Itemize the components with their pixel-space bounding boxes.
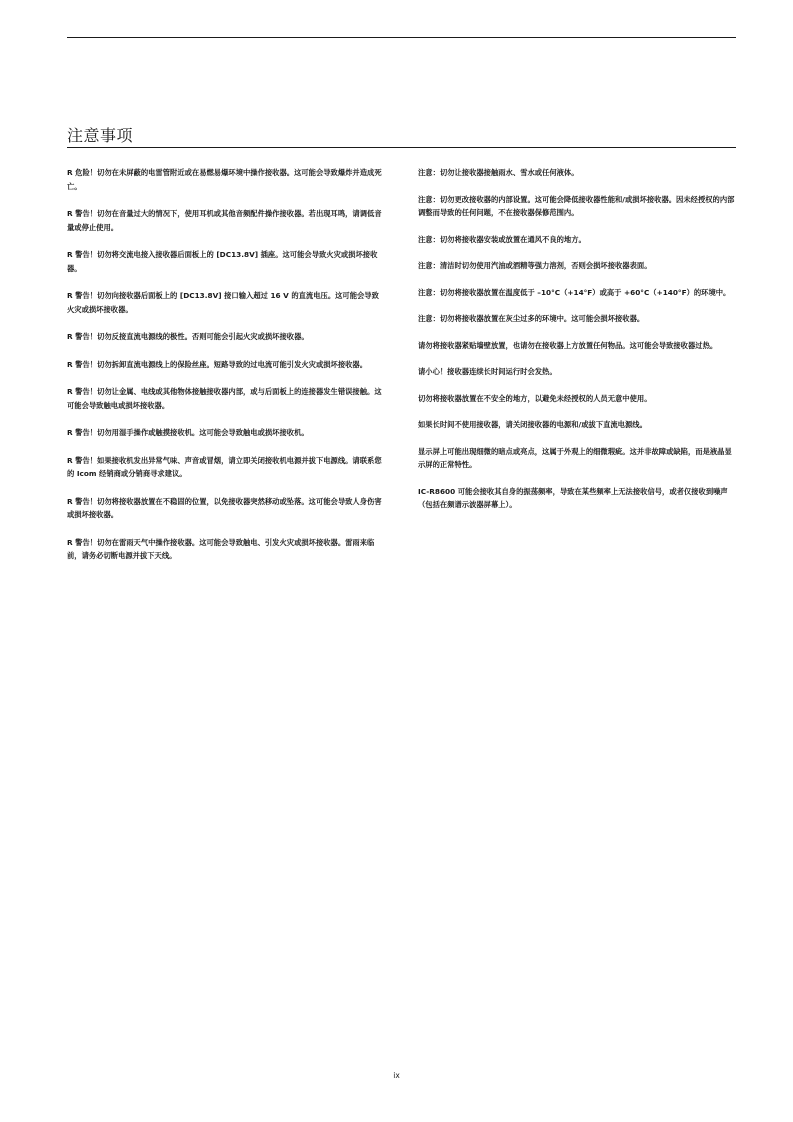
precaution-danger-explosive: R 危险！切勿在未屏蔽的电雷管附近或在易燃易爆环境中操作接收器。这可能会导致爆炸并造成死亡。 [67, 168, 382, 191]
precaution-caution-ventilation: 注意：切勿将接收器安装或放置在通风不良的地方。 [418, 234, 586, 244]
precaution-warning-polarity: R 警告！切勿反接直流电源线的极性。否则可能会引起火灾或损坏接收器。 [67, 332, 309, 341]
precaution-warning-dc-voltage: R 警告！切勿向接收器后面板上的 [DC13.8V] 接口输入超过 16 V 的直流电压。这可能会导致火灾或损坏接收器。 [67, 291, 379, 314]
precaution-warning-fuse-holder: R 警告！切勿拆卸直流电源线上的保险丝座。短路导致的过电流可能引发火灾或损坏接收器。 [67, 359, 368, 369]
header-rule [67, 37, 736, 38]
precaution-overheat: 请勿将接收器紧贴墙壁放置，也请勿在接收器上方放置任何物品。这可能会导致接收器过热。 [418, 340, 718, 350]
precaution-unauthorized-use: 切勿将接收器放置在不安全的地方，以避免未经授权的人员无意中使用。 [418, 393, 652, 403]
precaution-warning-smoke: R 警告！如果接收机发出异常气味、声音或冒烟，请立即关闭接收机电源并拔下电源线。请联系您的 Icom 经销商或分销商寻求建议。 [67, 455, 382, 478]
section-title-rule [67, 147, 736, 148]
precaution-caution-liquids: 注意：切勿让接收器接触雨水、雪水或任何液体。 [418, 168, 579, 177]
precaution-warning-unstable: R 警告！切勿将接收器放置在不稳固的位置，以免接收器突然移动或坠落。这可能会导致人身伤害或损坏接收器。 [67, 496, 382, 519]
precaution-warning-ac-power: R 警告！切勿将交流电接入接收器后面板上的 [DC13.8V] 插座。这可能会导致火灾或损坏接收器。 [67, 250, 378, 273]
precaution-long-idle: 如果长时间不使用接收器，请关闭接收器的电源和/或拔下直流电源线。 [418, 420, 647, 429]
precaution-caution-solvents: 注意：清洁时切勿使用汽油或酒精等强力溶剂，否则会损坏接收器表面。 [418, 261, 652, 270]
precaution-display-pixels: 显示屏上可能出现细微的暗点或亮点，这属于外观上的细微瑕疵。这并非故障或缺陷，而是液晶显示屏的正常特性。 [418, 446, 732, 469]
precaution-caution-temperature: 注意：切勿将接收器放置在温度低于 –10°C（+14°F）或高于 +60°C（+140°F）的环境中。 [418, 287, 731, 297]
section-title: 注意事项 [67, 126, 134, 145]
precaution-warning-thunderstorm: R 警告！切勿在雷雨天气中操作接收器。这可能会导致触电、引发火灾或损坏接收器。雷雨来临前，请务必切断电源并拔下天线。 [67, 537, 375, 560]
precaution-heat-notice: 请小心！接收器连续长时间运行时会发热。 [418, 367, 557, 376]
page-number: ix [393, 1071, 400, 1080]
precaution-warning-volume: R 警告！切勿在音量过大的情况下，使用耳机或其他音频配件操作接收器。若出现耳鸣，请调低音量或停止使用。 [67, 209, 382, 232]
precaution-self-oscillation: IC-R8600 可能会接收其自身的振荡频率，导致在某些频率上无法接收信号，或者仅接收到噪声（包括在频谱示波器屏幕上）。 [418, 486, 728, 509]
precaution-caution-internal-settings: 注意：切勿更改接收器的内部设置。这可能会降低接收器性能和/或损坏接收器。因未经授权的内部调整而导致的任何问题，不在接收器保修范围内。 [418, 194, 735, 217]
precaution-warning-metal-objects: R 警告！切勿让金属、电线或其他物体接触接收器内部，或与后面板上的连接器发生错误接触。这可能会导致触电或损坏接收器。 [67, 387, 382, 410]
right-column [418, 166, 736, 512]
left-column [67, 166, 385, 563]
precaution-warning-wet-hands: R 警告！切勿用湿手操作或触摸接收机。这可能会导致触电或损坏接收机。 [67, 428, 309, 437]
precaution-caution-dust: 注意：切勿将接收器放置在灰尘过多的环境中。这可能会损坏接收器。 [418, 314, 645, 323]
